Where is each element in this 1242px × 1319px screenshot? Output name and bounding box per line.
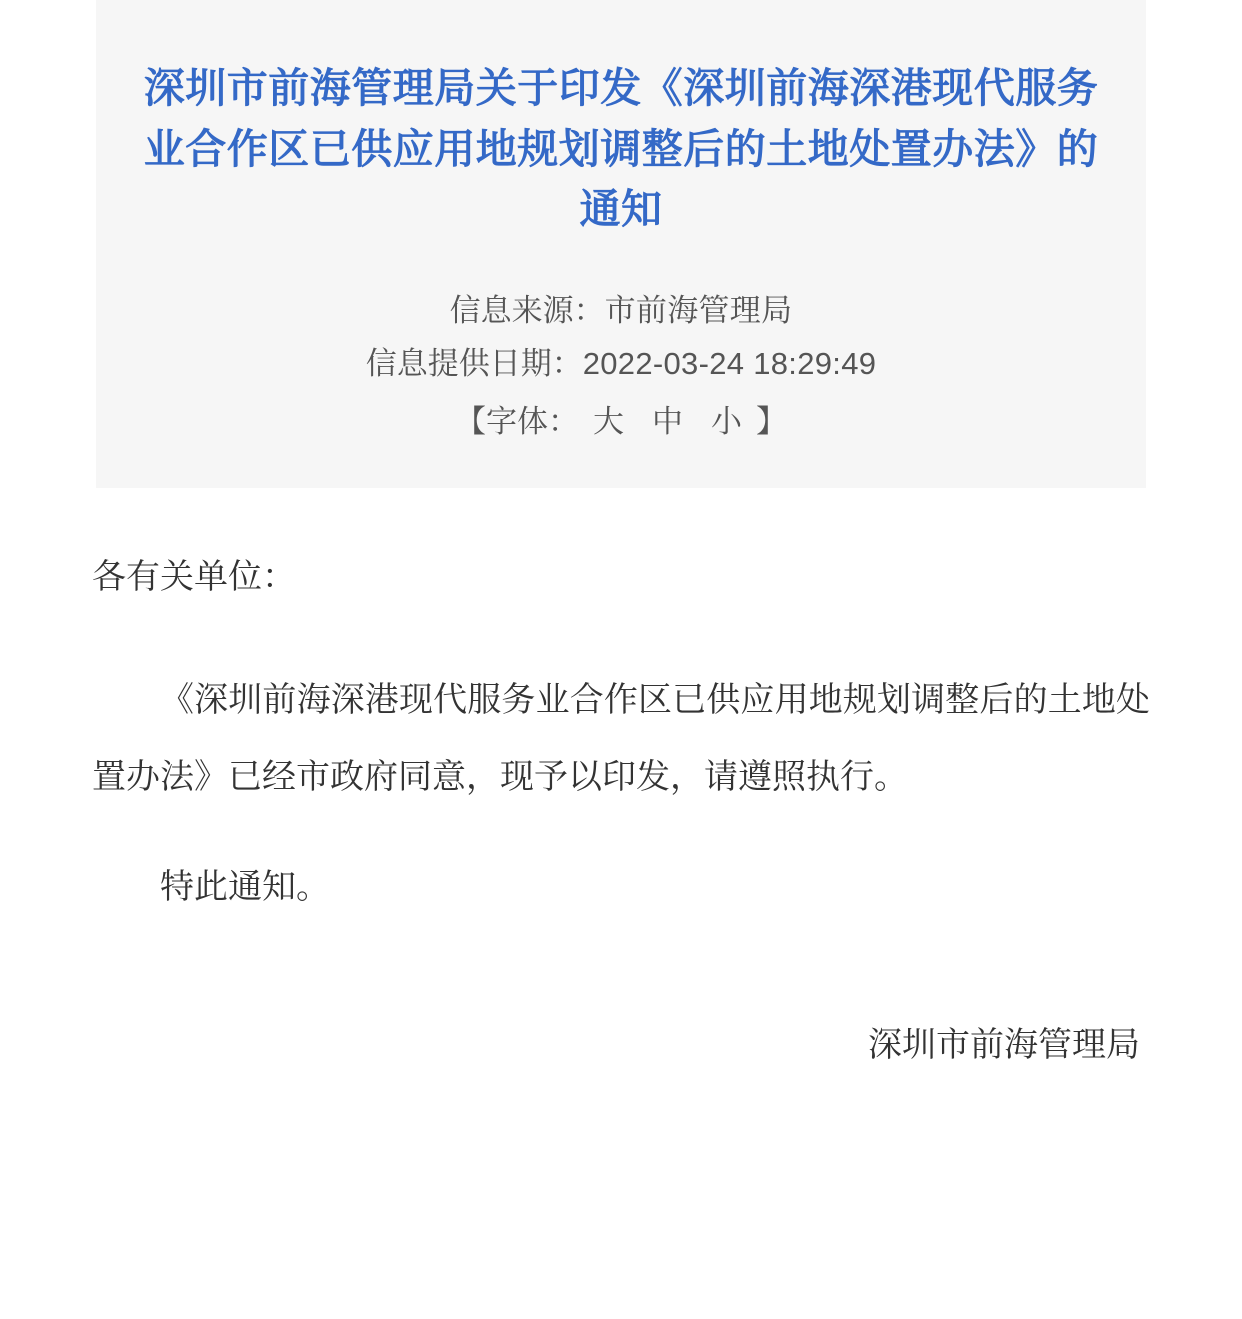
- document-meta: [136, 284, 1106, 448]
- meta-source-value: 市前海管理局: [604, 293, 793, 329]
- document-header-panel: [96, 0, 1146, 488]
- meta-source-line: [136, 284, 1106, 337]
- font-size-small-button[interactable]: 小: [711, 403, 742, 439]
- font-size-medium-button[interactable]: 中: [652, 403, 683, 439]
- font-size-label: 【字体：: [455, 403, 579, 439]
- body-paragraph: 特此通知。: [160, 868, 330, 907]
- page-title: 深圳市前海管理局关于印发《深圳前海深港现代服务业合作区已供应用地规划调整后的土地处置办法》的通知: [143, 65, 1099, 233]
- meta-date-value: 2022-03-24 18:29:49: [582, 346, 877, 382]
- document-signature: 深圳市前海管理局: [868, 1025, 1140, 1064]
- font-size-label-close: 】: [756, 403, 787, 439]
- font-size-large-button[interactable]: 大: [593, 403, 624, 439]
- salutation: 各有关单位：: [92, 557, 296, 596]
- font-size-controls: [136, 395, 1106, 448]
- meta-source-label: 信息来源：: [449, 293, 605, 329]
- document-body: [0, 488, 1242, 1132]
- body-paragraph: 《深圳前海深港现代服务业合作区已供应用地规划调整后的土地处置办法》已经市政府同意，现予以印发，请遵照执行。: [92, 681, 1150, 796]
- meta-date-label: 信息提供日期：: [365, 346, 583, 382]
- meta-date-line: [136, 337, 1106, 390]
